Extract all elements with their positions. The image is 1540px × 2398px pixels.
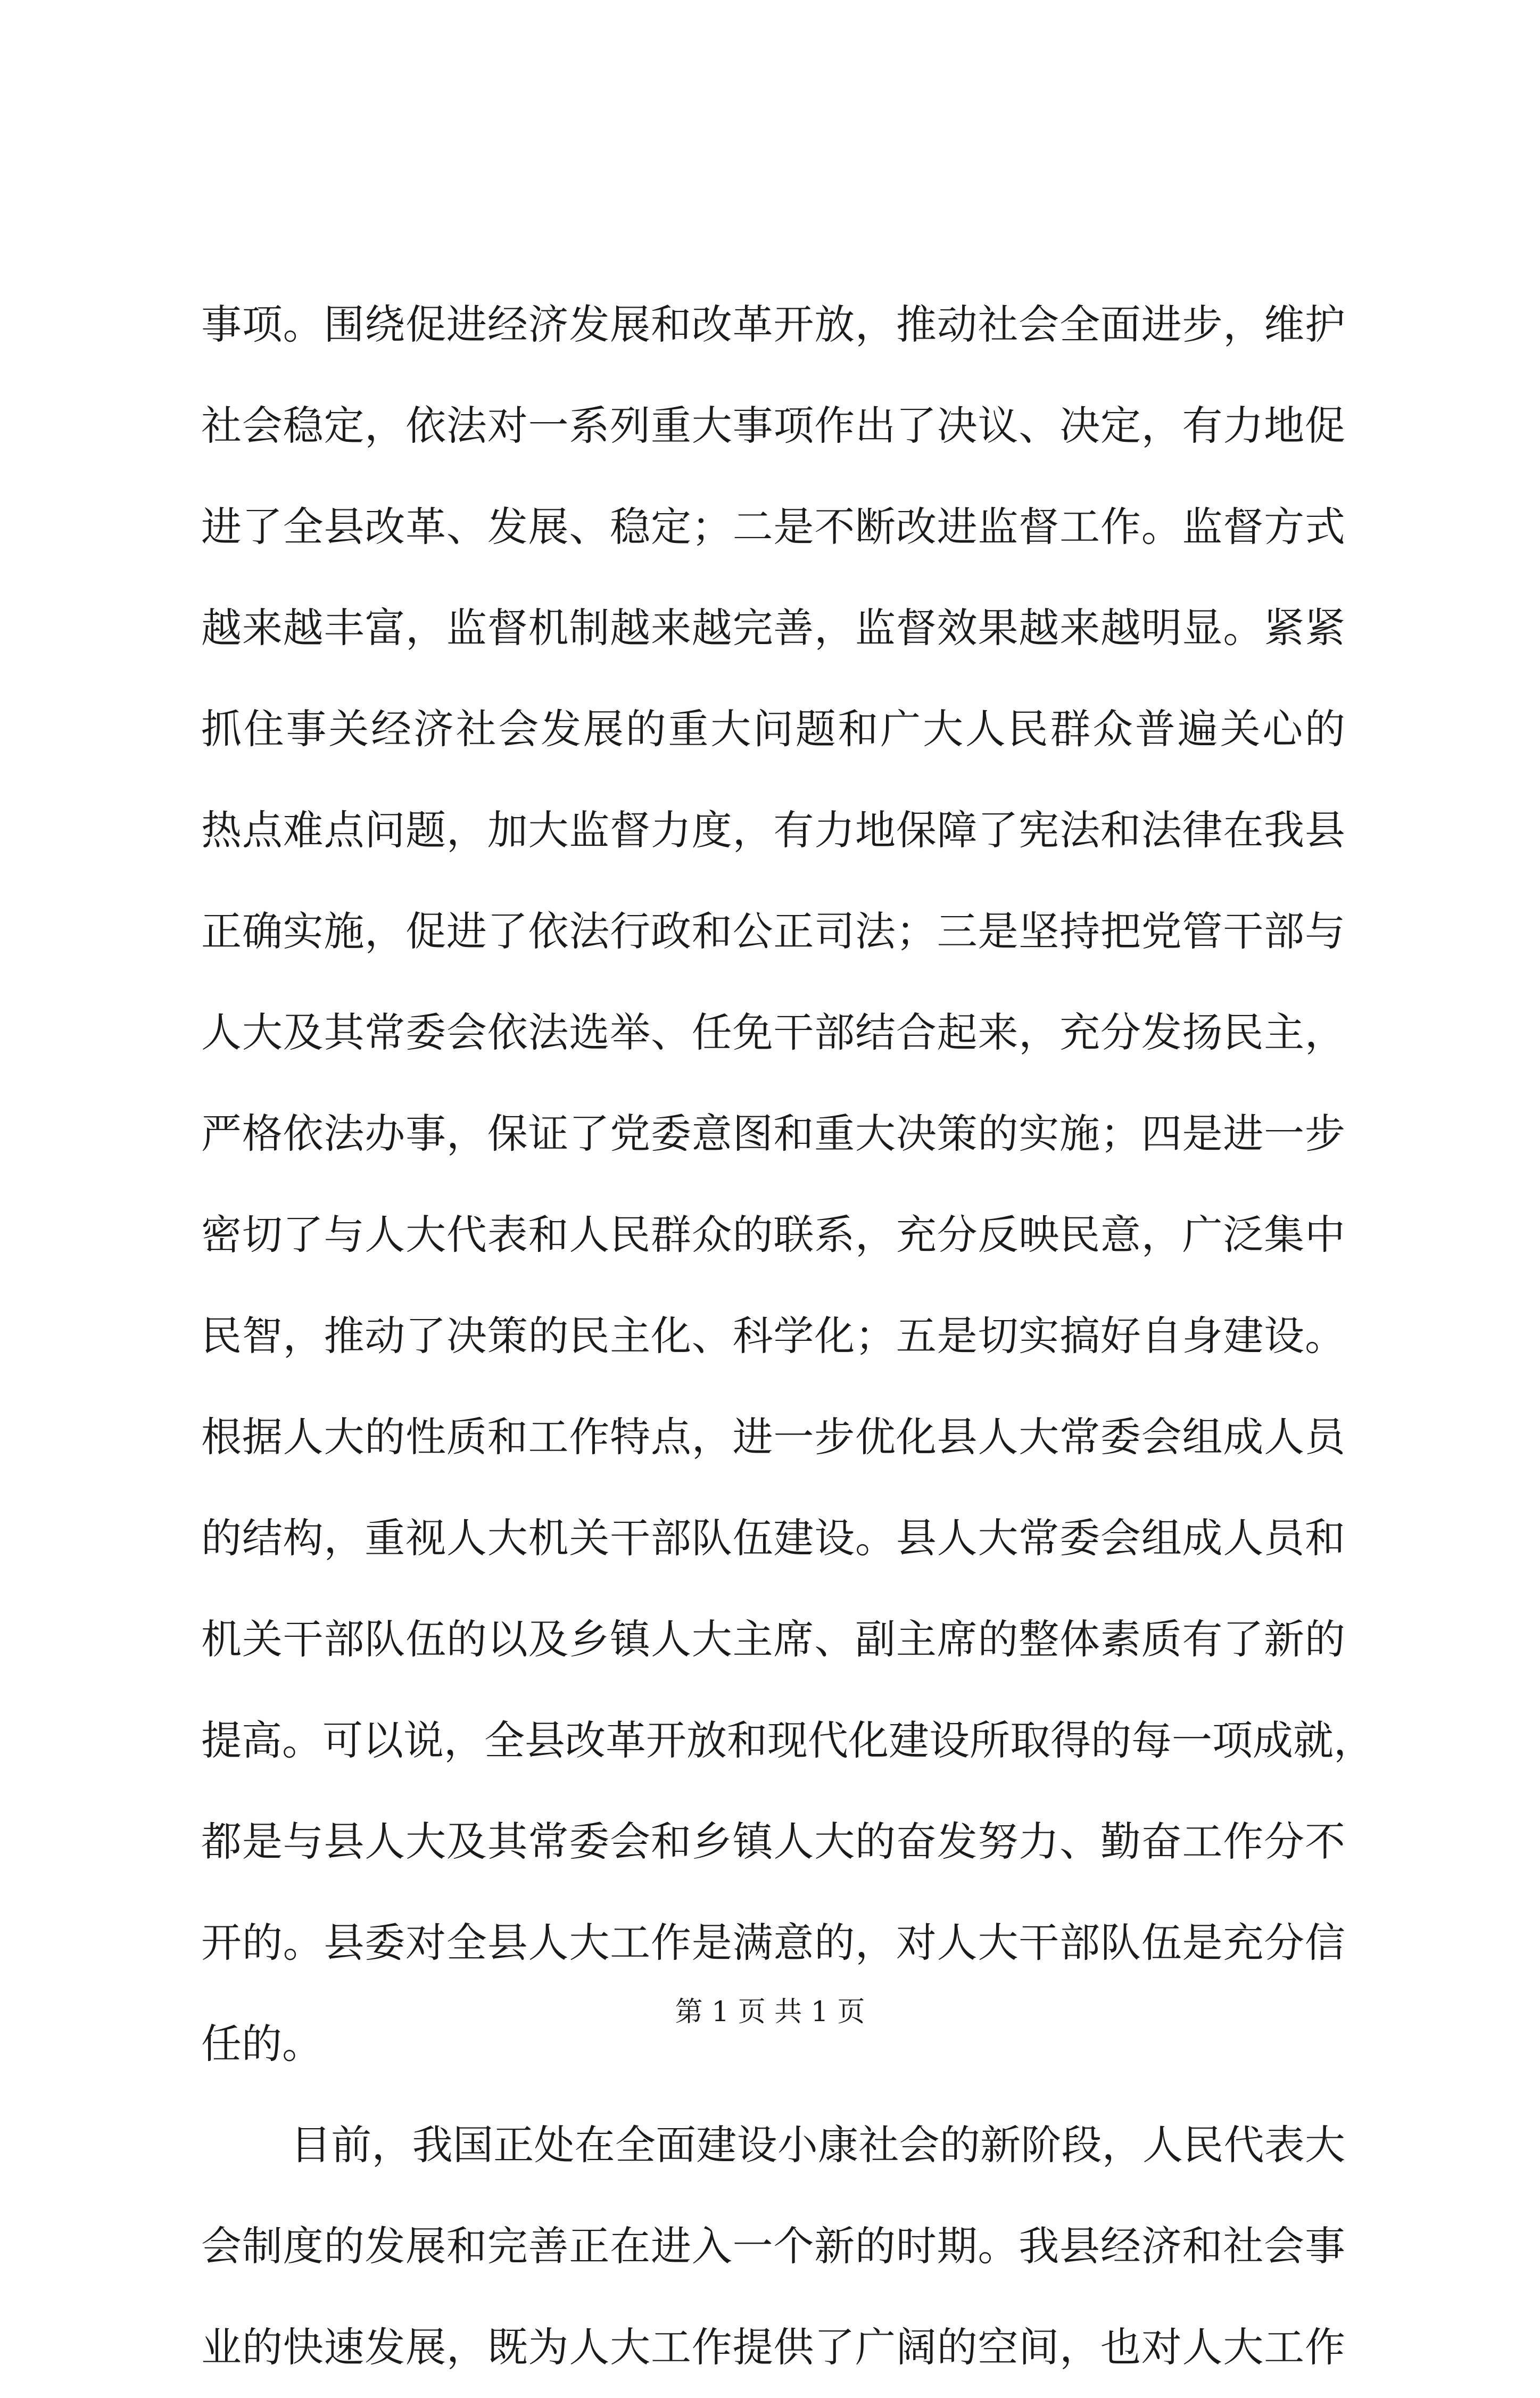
text-line: 目前，我国正处在全面建设小康社会的新阶段，人民代表大 [291, 2121, 1345, 2169]
document-body [201, 274, 1374, 2398]
text-line: 人大及其常委会依法选举、任免干部结合起来，充分发扬民主， [201, 1009, 1345, 1056]
text-line: 越来越丰富，监督机制越来越完善，监督效果越来越明显。紧紧 [201, 604, 1345, 652]
text-line: 进了全县改革、发展、稳定；二是不断改进监督工作。监督方式 [201, 503, 1345, 550]
text-line: 开的。县委对全县人大工作是满意的，对人大干部队伍是充分信 [201, 1919, 1345, 1966]
page-number-footer: 第 1 页 共 1 页 [675, 1996, 865, 2028]
text-line: 机关干部队伍的以及乡镇人大主席、副主席的整体素质有了新的 [201, 1616, 1345, 1663]
paragraph-2 [201, 2095, 1345, 2398]
text-line: 抓住事关经济社会发展的重大问题和广大人民群众普遍关心的 [201, 705, 1345, 753]
text-line: 社会稳定，依法对一系列重大事项作出了决议、决定，有力地促 [201, 402, 1345, 449]
text-line: 严格依法办事，保证了党委意图和重大决策的实施；四是进一步 [201, 1110, 1345, 1157]
text-line: 的结构，重视人大机关干部队伍建设。县人大常委会组成人员和 [201, 1514, 1345, 1562]
text-line: 任的。 [201, 2020, 322, 2067]
text-line: 会制度的发展和完善正在进入一个新的时期。我县经济和社会事 [201, 2222, 1345, 2270]
text-line: 正确实施，促进了依法行政和公正司法；三是坚持把党管干部与 [201, 908, 1345, 955]
text-line: 根据人大的性质和工作特点，进一步优化县人大常委会组成人员 [201, 1413, 1345, 1461]
text-line: 都是与县人大及其常委会和乡镇人大的奋发努力、勤奋工作分不 [201, 1818, 1345, 1865]
text-line: 业的快速发展，既为人大工作提供了广阔的空间，也对人大工作 [201, 2323, 1345, 2371]
text-line: 密切了与人大代表和人民群众的联系，充分反映民意，广泛集中 [201, 1211, 1345, 1258]
text-line: 热点难点问题，加大监督力度，有力地保障了宪法和法律在我县 [201, 806, 1345, 854]
text-line: 民智，推动了决策的民主化、科学化；五是切实搞好自身建设。 [201, 1312, 1345, 1359]
text-line: 提高。可以说，全县改革开放和现代化建设所取得的每一项成就， [201, 1717, 1374, 1764]
text-line: 事项。围绕促进经济发展和改革开放，推动社会全面进步，维护 [201, 301, 1345, 348]
paragraph-1 [201, 274, 1374, 2095]
